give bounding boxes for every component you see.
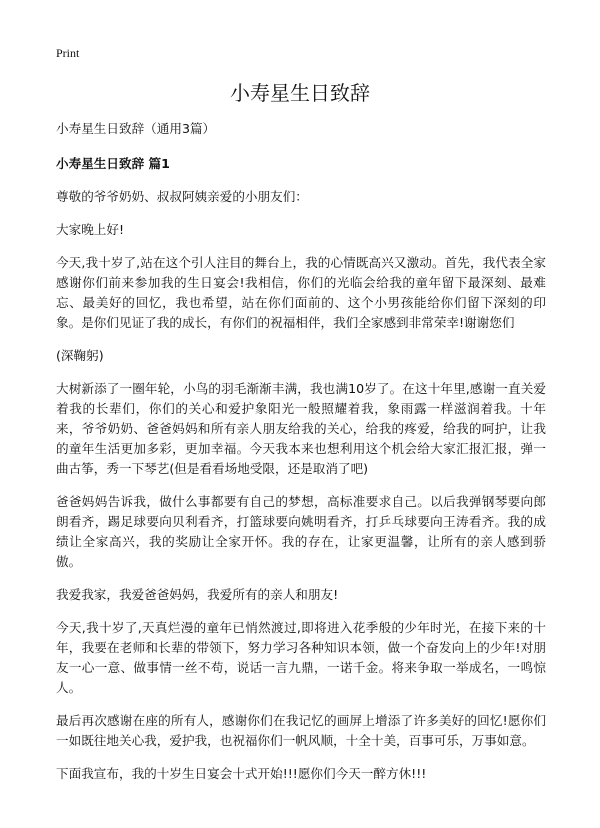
- print-label: Print: [56, 46, 80, 60]
- paragraph-dreams: 爸爸妈妈告诉我，做什么事都要有自己的梦想，高标准要求自己。以后我弹钢琴要向郎朗看齐，踢足球要向贝利看齐，打篮球要向姚明看齐，打乒乓球要向王涛看齐。我的成绩让全家高兴，我的奖励让全家开怀。我的存在，让家更温馨，让所有的亲人感到骄傲。: [56, 494, 546, 569]
- document-body: [56, 119, 546, 797]
- document-subtitle: 小寿星生日致辞（通用3篇）: [56, 121, 216, 136]
- paragraph-good-evening: 大家晚上好!: [56, 222, 125, 237]
- paragraph-future: 今天,我十岁了,天真烂漫的童年已悄然渡过,即将进入花季般的少年时光，在接下来的十年，我要在老师和长辈的带领下，努力学习各种知识本领，做一个奋发向上的少年!对朋友一心一意、做事情一丝不苟，说话一言九鼎，一诺千金。将来争取一举成名，一鸣惊人。: [56, 620, 546, 695]
- document-title: 小寿星生日致辞: [230, 81, 370, 105]
- paragraph-thanks: 今天,我十岁了,站在这个引人注目的舞台上，我的心情既高兴又激动。首先，我代表全家感谢你们前来参加我的生日宴会!我相信，你们的光临会给我的童年留下最深刻、最难忘、最美好的回忆，我也希望，站在你们面前的、这个小男孩能给你们留下深刻的印象。是你们见证了我的成长，有你们的祝福相伴，我们全家感到非常荣幸!谢谢您们: [56, 255, 546, 330]
- paragraph-bow: (深鞠躬): [56, 348, 104, 363]
- paragraph-final-thanks: 最后再次感谢在座的所有人，感谢你们在我记忆的画屏上增添了许多美好的回忆!愿你们一如既往地关心我，爱护我，也祝福你们一帆风顺，十全十美，百事可乐，万事如意。: [56, 713, 546, 748]
- paragraph-growth: 大树新添了一圈年轮，小鸟的羽毛渐渐丰满，我也满10岁了。在这十年里,感谢一直关爱着我的长辈们，你们的关心和爱护象阳光一般照耀着我，象雨露一样滋润着我。十年来，爷爷奶奶、爸爸妈妈和所有亲人朋友给我的关心，给我的疼爱，给我的呵护，让我的童年生活更加多彩，更加幸福。今天我本来也想利用这个机会给大家汇报汇报，弹一曲古筝，秀一下琴艺(但是看看场地受限，还是取消了吧): [56, 381, 546, 476]
- paragraph-greeting: 尊敬的爷爷奶奶、叔叔阿姨亲爱的小朋友们：: [56, 189, 308, 204]
- section-heading: 小寿星生日致辞 篇1: [56, 156, 170, 171]
- paragraph-announcement: 下面我宣布，我的十岁生日宴会十式开始!!!愿你们今天一醉方休!!!: [56, 766, 427, 781]
- paragraph-love-family: 我爱我家，我爱爸爸妈妈，我爱所有的亲人和朋友!: [56, 587, 339, 602]
